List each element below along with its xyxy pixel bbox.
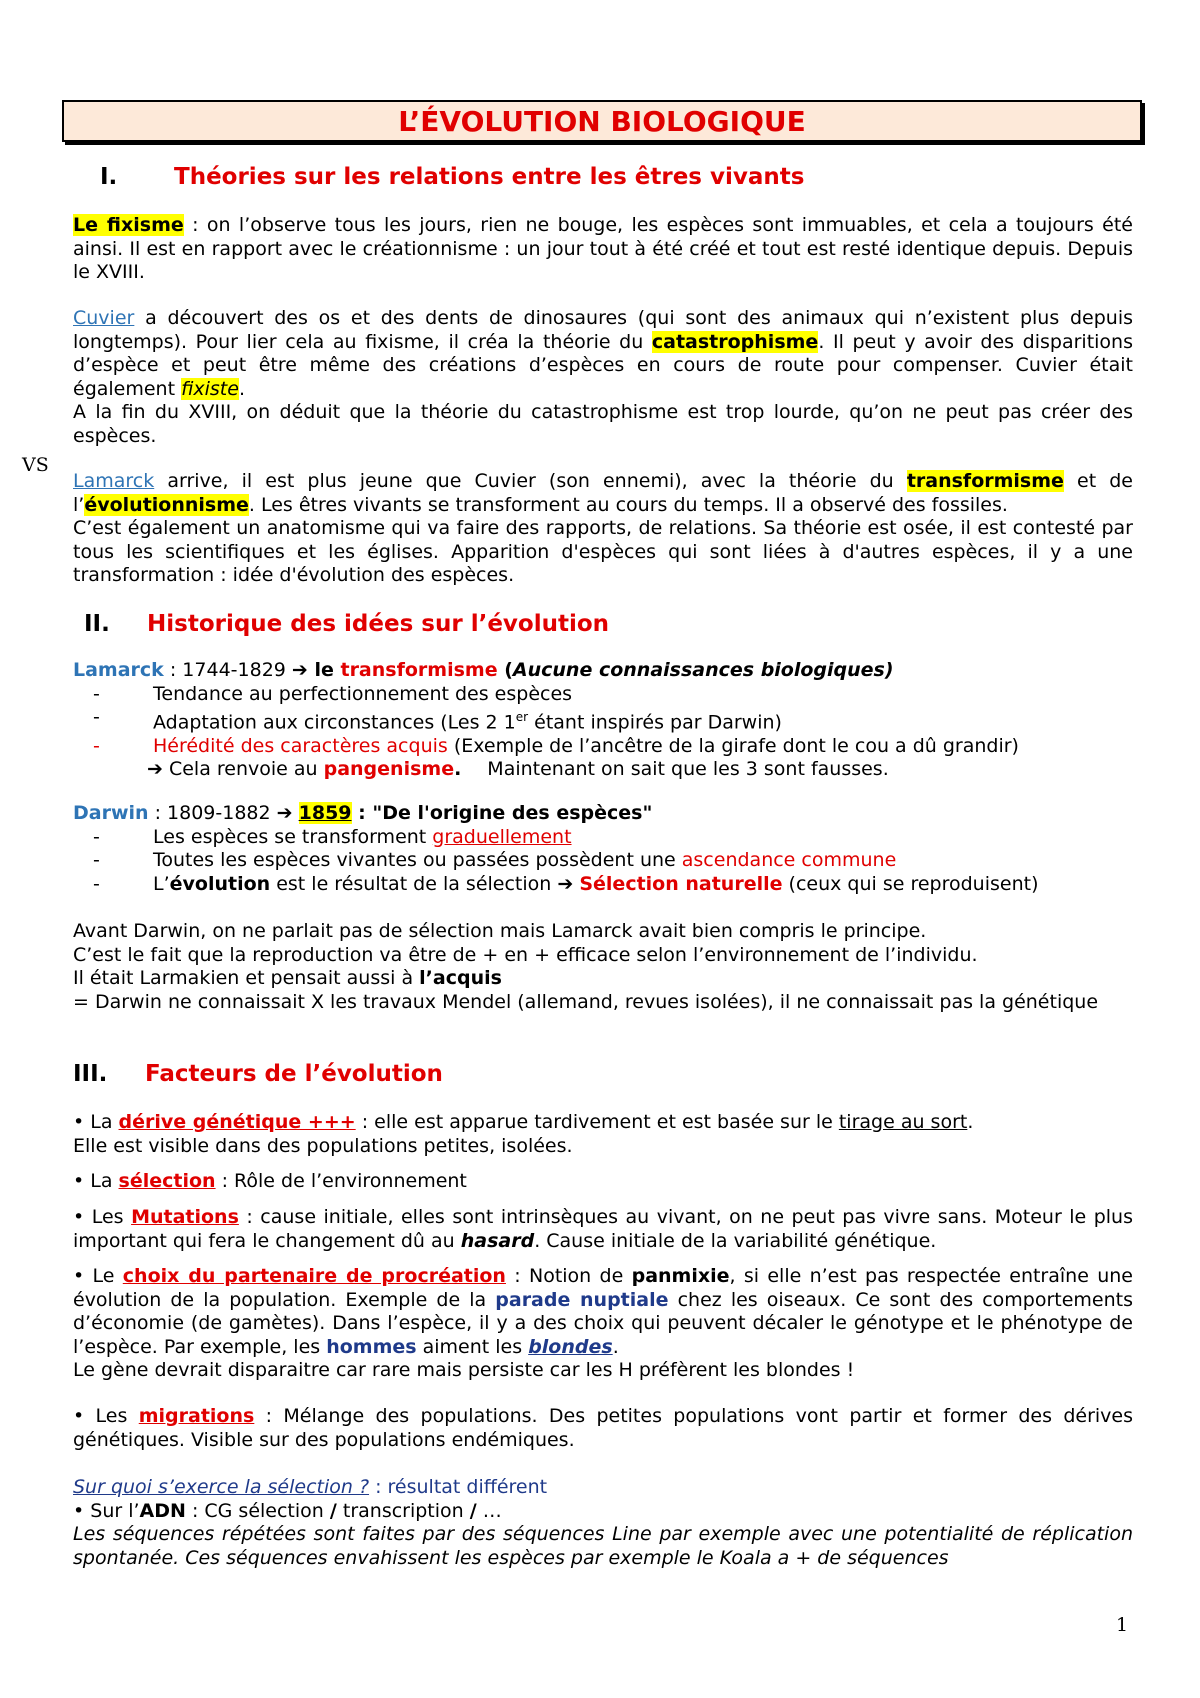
- bullet-icon: •: [73, 1499, 85, 1522]
- factor-migrations: • Les migrations : Mélange des populations. Des petites populations vont partir et former des dérives génétiques. Visible sur des populations endémiques.: [73, 1405, 1133, 1451]
- year-1859: 1859: [298, 802, 352, 824]
- name-darwin: Darwin: [73, 802, 149, 824]
- question-line: Sur quoi s’exerce la sélection ? : résultat différent: [73, 1476, 548, 1498]
- text-line: Les séquences répétées sont faites par des séquences Line par exemple avec une potentialité de réplication spontanée. Ces séquences envahissent les espèces par exemple le Koala a + de séquences: [73, 1523, 1133, 1569]
- section-title: Théories sur les relations entre les êtres vivants: [174, 164, 805, 190]
- text-line: Le gène devrait disparaitre car rare mais persiste car les H préfèrent les blondes !: [73, 1359, 855, 1381]
- term-fixiste: fixiste: [181, 377, 239, 400]
- list-item: - L’évolution est le résultat de la sélection ➔ Sélection naturelle (ceux qui se reproduisent): [93, 872, 1039, 895]
- bullet-icon: •: [73, 1111, 85, 1133]
- list-item: - Hérédité des caractères acquis (Exemple de l’ancêtre de la girafe dont le cou a dû grandir): [93, 734, 1019, 757]
- bullet-icon: •: [73, 1170, 85, 1192]
- arrow-icon: ➔: [557, 872, 574, 895]
- document-title: L’ÉVOLUTION BIOLOGIQUE: [62, 100, 1142, 142]
- arrow-icon: ➔: [291, 659, 308, 681]
- text-line: Avant Darwin, on ne parlait pas de sélection mais Lamarck avait bien compris le principe.: [73, 920, 927, 942]
- paragraph-lamarck: Lamarck arrive, il est plus jeune que Cuvier (son ennemi), avec la théorie du transformisme et de l’évolutionnisme. Les êtres vivants se transforment au cours du temps. Il a observé des fossiles. C’est également un anatomisme qui va faire des rapports, de relations. Sa théorie est osée, il est contesté par tous les scientifiques et les églises. Apparition d'espèces qui sont liées à d'autres espèces, il y a une transformation : idée d'évolution des espèces.: [73, 470, 1134, 586]
- bullet-icon: •: [73, 1405, 85, 1427]
- bullet-icon: •: [73, 1206, 85, 1228]
- page-number: 1: [1116, 1614, 1129, 1636]
- name-lamarck: Lamarck: [73, 659, 164, 681]
- arrow-icon: ➔: [147, 758, 163, 781]
- name-cuvier: Cuvier: [73, 307, 135, 329]
- list-item: - Toutes les espèces vivantes ou passées possèdent une ascendance commune: [93, 849, 897, 871]
- factor-choix-partenaire: • Le choix du partenaire de procréation : Notion de panmixie, si elle n’est pas respectée entraîne une évolution de la population. Exemple de la parade nuptiale chez les oiseaux. Ce sont des comportements d’économie (de gamètes). Dans l’espèce, il y a des choix qui peuvent décaler le génotype et le phénotype de l’espèce. Par exemple, les hommes aiment les blondes. Le gène devrait disparaitre car rare mais persiste car les H préfèrent les blondes !: [73, 1265, 1133, 1381]
- list-item: - Les espèces se transforment graduellement: [93, 825, 572, 848]
- adn-line: • Sur l’ADN : CG sélection / transcription / …: [73, 1499, 502, 1522]
- section-number: III.: [73, 1061, 108, 1087]
- section-title: Historique des idées sur l’évolution: [147, 611, 610, 637]
- section-number: II.: [84, 611, 110, 637]
- vs-margin-note: VS: [22, 454, 49, 476]
- arrow-icon: ➔: [276, 802, 293, 824]
- factor-derive: • La dérive génétique +++ : elle est apparue tardivement et est basée sur le tirage au sort. Elle est visible dans des populations petites, isolées.: [73, 1111, 1133, 1158]
- paragraph-catastrophisme-conclusion: A la fin du XVIII, on déduit que la théorie du catastrophisme est trop lourde, qu’on ne peut pas créer des espèces.: [73, 401, 1133, 447]
- paragraph-fixisme: Le fixisme : on l’observe tous les jours, rien ne bouge, les espèces sont immuables, et cela a toujours été ainsi. Il est en rapport avec le créationnisme : un jour tout à été créé et tout est resté identique depuis. Depuis le XVIII.: [73, 214, 1133, 283]
- section-3-heading: [73, 1063, 443, 1087]
- factor-mutations: • Les Mutations : cause initiale, elles sont intrinsèques au vivant, on ne peut pas vivre sans. Moteur le plus important qui fera le changement dû au hasard. Cause initiale de la variabilité génétique.: [73, 1206, 1133, 1252]
- term-catastrophisme: catastrophisme: [651, 330, 819, 353]
- name-lamarck: Lamarck: [73, 470, 155, 492]
- factor-selection: • La sélection : Rôle de l’environnement: [73, 1170, 467, 1192]
- section-1-heading: [100, 166, 804, 190]
- bullet-icon: •: [73, 1265, 85, 1287]
- text-line: Elle est visible dans des populations petites, isolées.: [73, 1134, 573, 1157]
- paragraph-cuvier: Cuvier a découvert des os et des dents de dinosaures (qui sont des animaux qui n’existent plus depuis longtemps). Pour lier cela au fixisme, il créa la théorie du catastrophisme. Il peut y avoir des disparitions d’espèce et peut être même des créations d’espèces en cours de route pour compenser. Cuvier était également fixiste. A la fin du XVIII, on déduit que la théorie du catastrophisme est trop lourde, qu’on ne peut pas créer des espèces.: [73, 307, 1133, 447]
- text-line: Il était Larmakien et pensait aussi à l’acquis: [73, 967, 502, 989]
- text-line: C’est le fait que la reproduction va être de + en + efficace selon l’environnement de l’individu.: [73, 943, 978, 966]
- section-number: I.: [100, 164, 118, 190]
- selection-question: [73, 1476, 1133, 1570]
- list-item: - Adaptation aux circonstances (Les 2 1er étant inspirés par Darwin): [93, 706, 782, 734]
- section-title: Facteurs de l’évolution: [145, 1061, 443, 1087]
- list-item: - Tendance au perfectionnement des espèces: [93, 682, 573, 705]
- section-2-heading: [84, 613, 609, 637]
- paragraph-lamarck-anatomisme: C’est également un anatomisme qui va faire des rapports, de relations. Sa théorie est osée, il est contesté par tous les scientifiques et les églises. Apparition d'espèces qui sont liées à d'autres espèces, il y a une transformation : idée d'évolution des espèces.: [73, 517, 1133, 586]
- pangenisme-line: ➔ Cela renvoie au pangenisme. Maintenant on sait que les 3 sont fausses.: [147, 758, 889, 781]
- lamarck-line: Lamarck : 1744-1829 ➔ le transformisme (Aucune connaissances biologiques): [73, 659, 894, 681]
- text-line: = Darwin ne connaissait X les travaux Mendel (allemand, revues isolées), il ne connaissait pas la génétique: [73, 990, 1099, 1013]
- term-evolutionnisme: évolutionnisme: [84, 493, 249, 516]
- paragraph-avant-darwin: [73, 920, 1133, 1014]
- lamarck-history: [73, 659, 1133, 782]
- darwin-line: Darwin : 1809-1882 ➔ 1859 : "De l'origine des espèces": [73, 802, 653, 824]
- term-fixisme: Le fixisme: [73, 214, 184, 236]
- term-transformisme: transformisme: [906, 470, 1064, 492]
- darwin-history: [73, 802, 1133, 896]
